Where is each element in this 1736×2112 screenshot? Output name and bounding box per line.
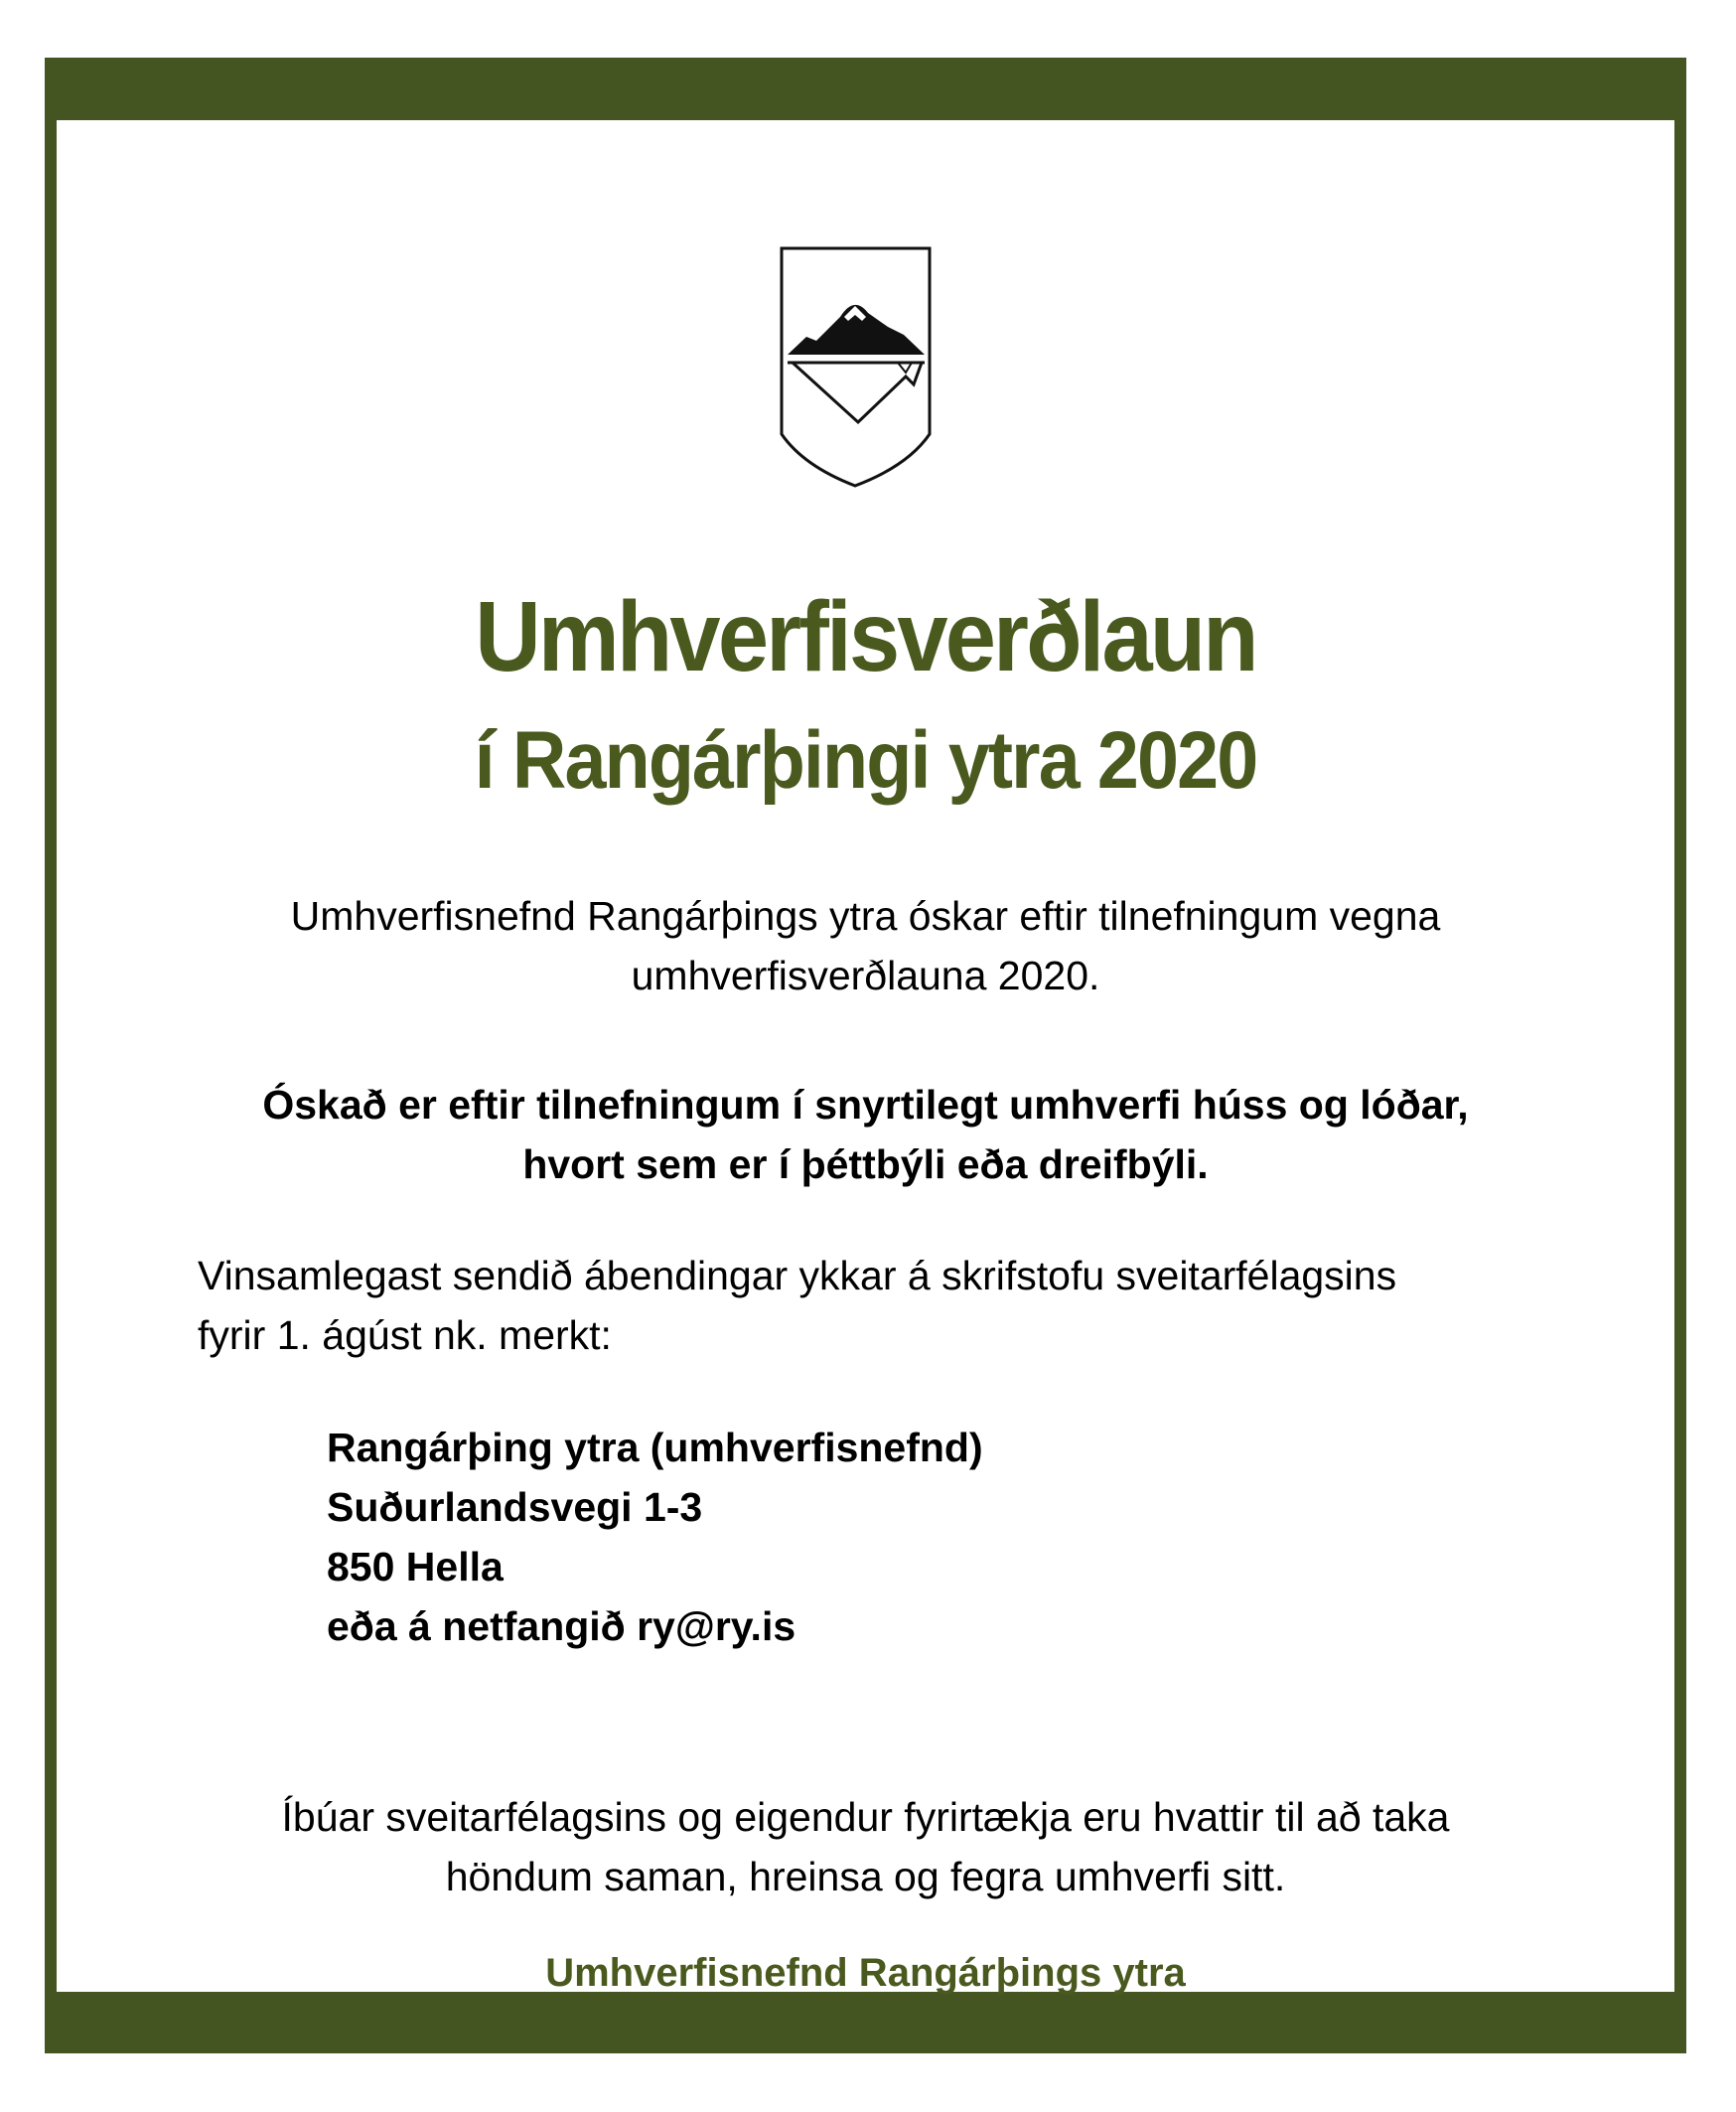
address-street: Suðurlandsvegi 1-3 bbox=[327, 1484, 703, 1530]
intro-line: Umhverfisnefnd Rangárþings ytra óskar eftir tilnefningum vegna bbox=[290, 893, 1441, 939]
mailing-address bbox=[327, 1418, 983, 1656]
encouragement-paragraph bbox=[57, 1787, 1674, 1906]
announcement-panel bbox=[57, 120, 1674, 1995]
address-recipient: Rangárþing ytra (umhverfisnefnd) bbox=[327, 1425, 983, 1470]
municipal-crest-icon bbox=[779, 245, 933, 489]
intro-paragraph bbox=[57, 886, 1674, 1005]
address-email: eða á netfangið ry@ry.is bbox=[327, 1603, 796, 1649]
request-line: Óskað er eftir tilnefningum í snyrtilegt umhverfi húss og lóðar, bbox=[262, 1082, 1469, 1128]
signature: Umhverfisnefnd Rangárþings ytra bbox=[545, 1951, 1186, 1995]
encouragement-line: Íbúar sveitarfélagsins og eigendur fyrirtækja eru hvattir til að taka bbox=[281, 1794, 1450, 1840]
address-postal-town: 850 Hella bbox=[327, 1544, 504, 1589]
page-border-frame bbox=[45, 58, 1686, 2053]
heading-title: Umhverfisverðlaun bbox=[475, 581, 1256, 692]
request-line: hvort sem er í þéttbýli eða dreifbýli. bbox=[522, 1141, 1209, 1187]
instructions-line: Vinsamlegast sendið ábendingar ykkar á skrifstofu sveitarfélagsins bbox=[198, 1253, 1397, 1298]
instructions-paragraph bbox=[198, 1246, 1396, 1365]
encouragement-line: höndum saman, hreinsa og fegra umhverfi sitt. bbox=[445, 1854, 1286, 1899]
request-paragraph bbox=[57, 1075, 1674, 1194]
instructions-line: fyrir 1. ágúst nk. merkt: bbox=[198, 1312, 612, 1358]
heading-subtitle: í Rangárþingi ytra 2020 bbox=[474, 715, 1257, 806]
intro-line: umhverfisverðlauna 2020. bbox=[631, 953, 1100, 998]
